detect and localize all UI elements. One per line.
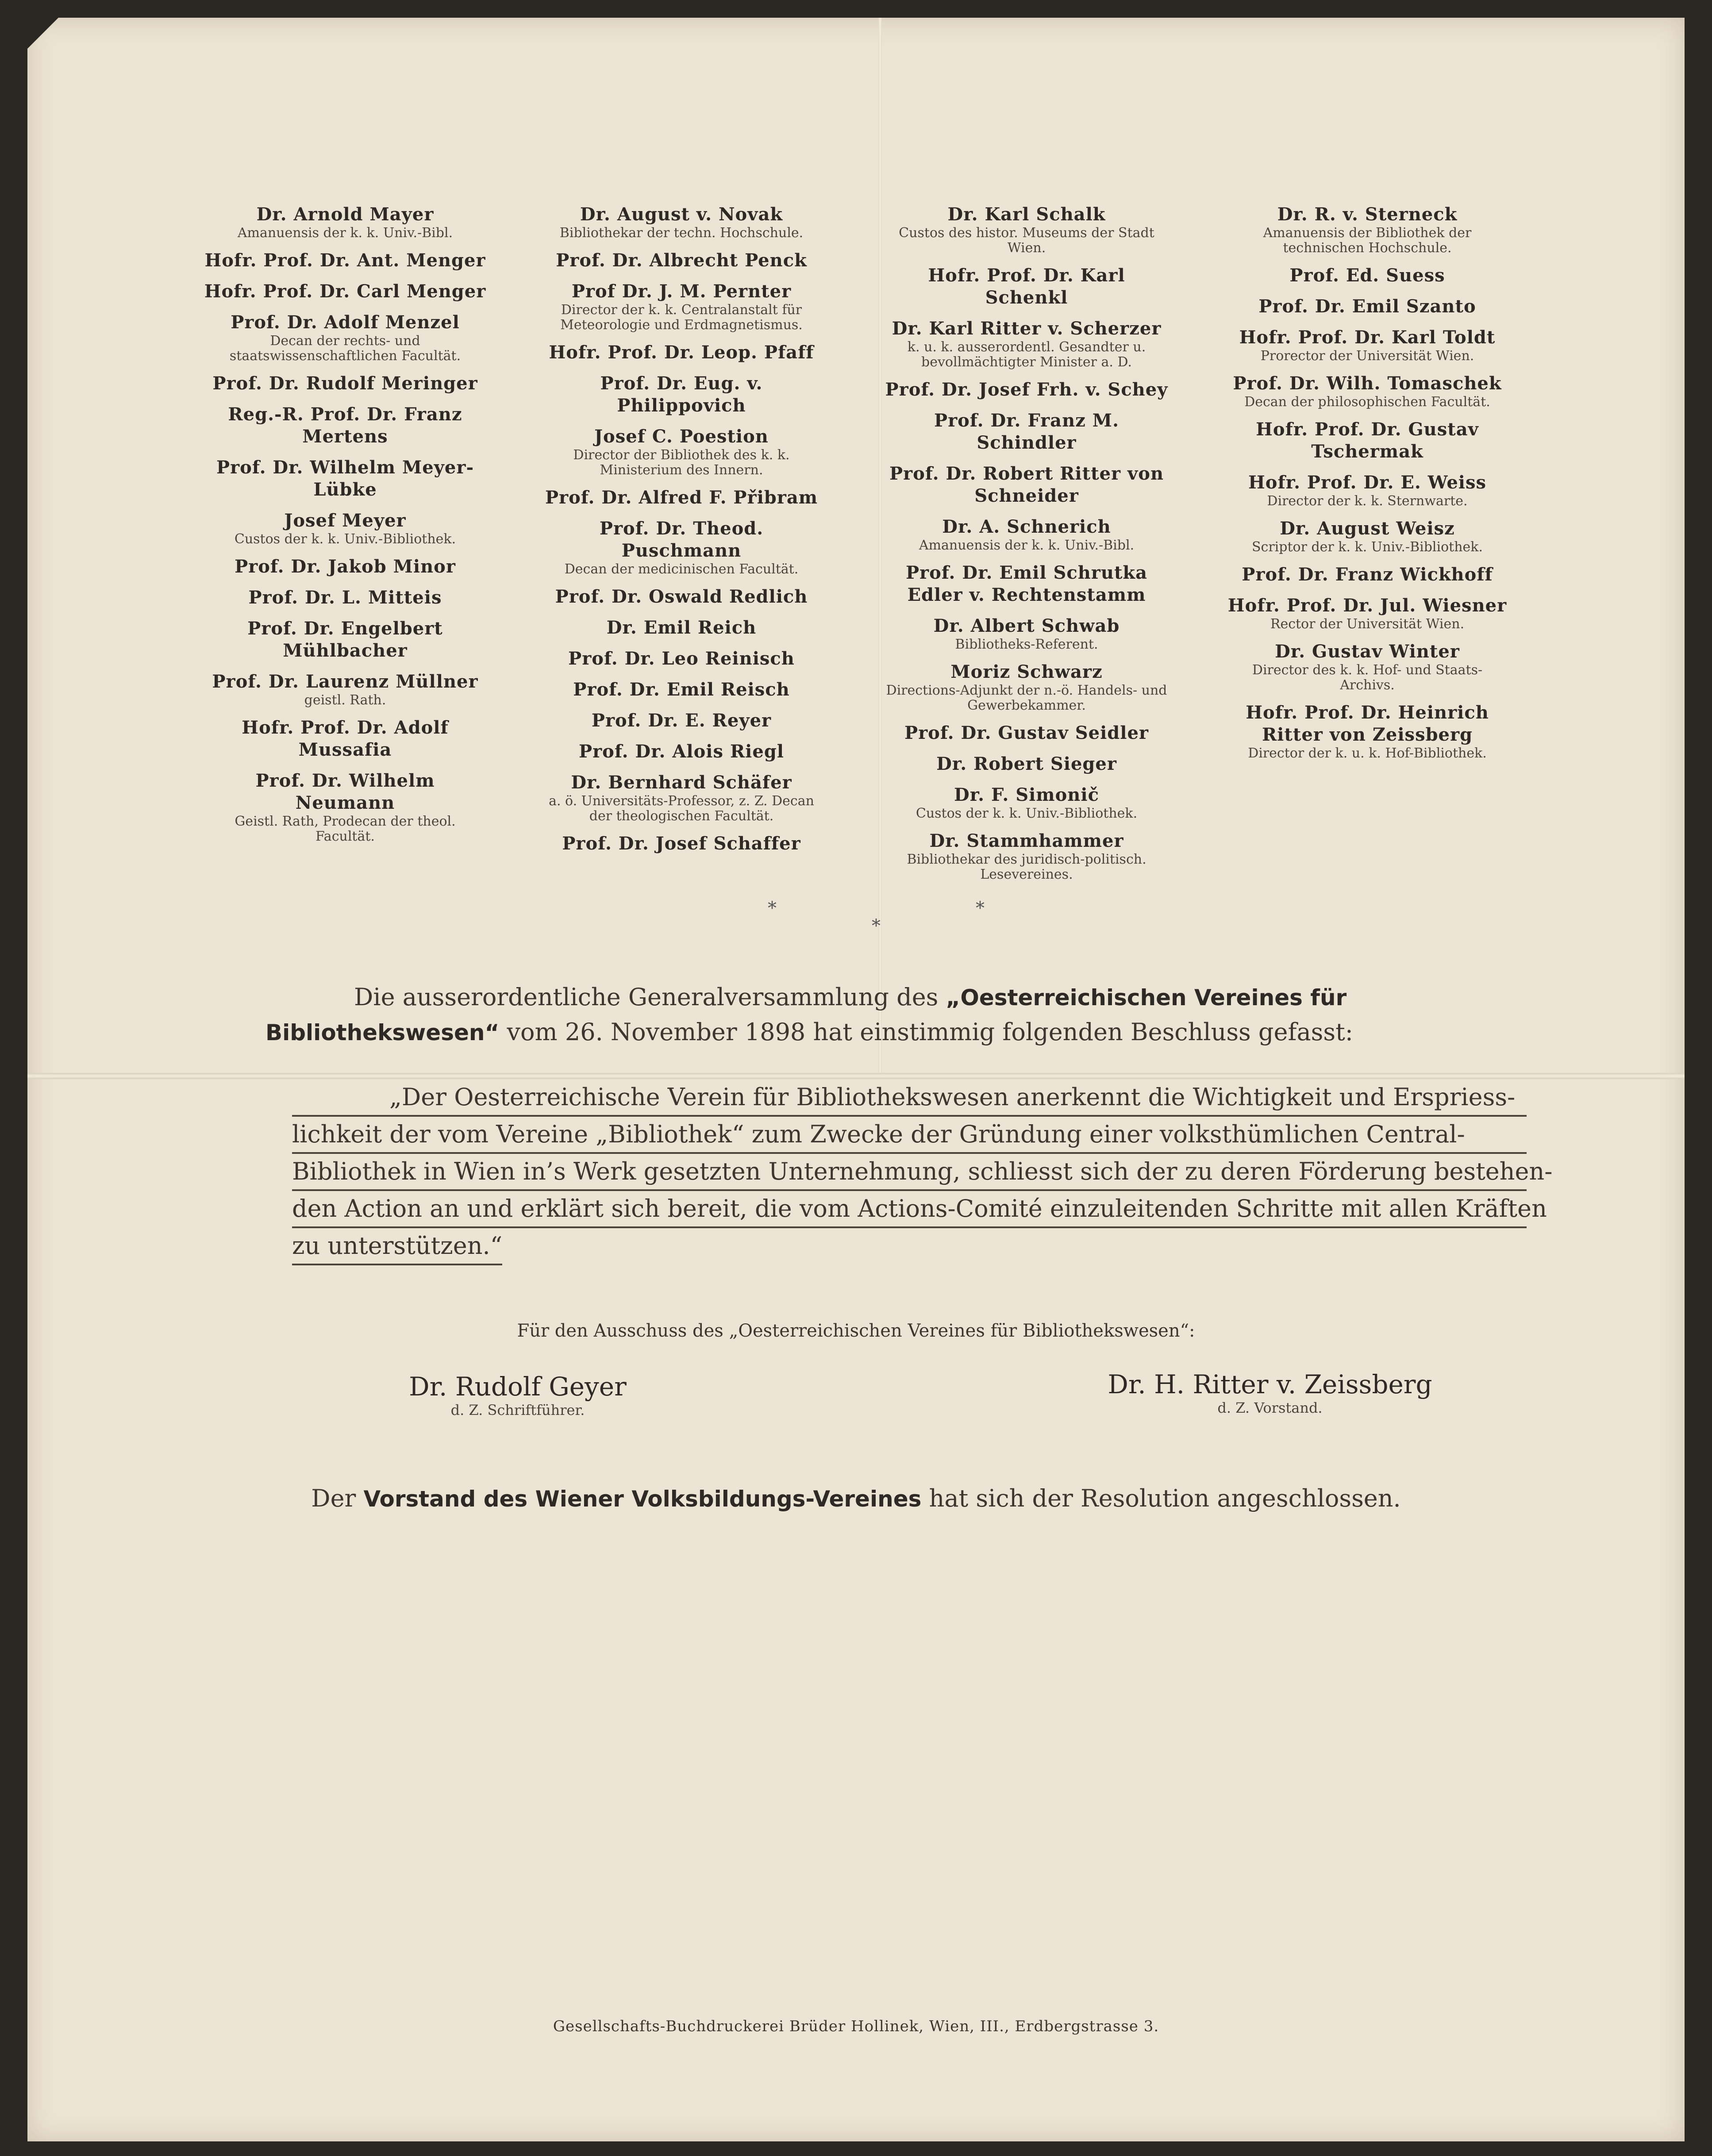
signatory-entry	[1226, 472, 1509, 509]
signatory-entry	[885, 830, 1168, 882]
signatory-name: Hofr. Prof. Dr. Carl Menger	[204, 281, 486, 302]
signatory-entry	[885, 379, 1168, 401]
closing-text: Der	[311, 1484, 364, 1512]
signatory-name: Prof. Dr. Engelbert Mühlbacher	[247, 618, 443, 661]
signatory-entry	[204, 373, 487, 395]
signature-role: d. Z. Schriftführer.	[450, 1402, 585, 1418]
signatory-entry	[540, 250, 823, 272]
signatory-entry	[540, 373, 823, 417]
signatory-name: Prof. Dr. Rudolf Meringer	[212, 373, 478, 394]
signatory-name: Prof. Dr. Adolf Menzel	[231, 312, 460, 333]
intro-text: Die ausserordentliche Generalversammlung des	[354, 983, 946, 1011]
signatory-entry	[540, 648, 823, 670]
signatory-role: Amanuensis der k. k. Univ.-Bibl.	[919, 538, 1135, 553]
signatory-role: Decan der rechts- und staatswissenschaftlichen Facultät.	[229, 333, 461, 364]
signatory-entry	[540, 586, 823, 608]
signature-secretary	[341, 1372, 695, 1418]
signatory-entry	[540, 710, 823, 732]
signatory-role: geistl. Rath.	[304, 692, 386, 708]
signatory-name: Prof. Dr. Robert Ritter von Schneider	[889, 463, 1164, 506]
signatory-name: Dr. Gustav Winter	[1275, 641, 1460, 662]
signatory-role: Custos des histor. Museums der Stadt Wien.	[899, 225, 1154, 256]
signatory-entry	[204, 671, 487, 708]
signatory-name: Dr. Arnold Mayer	[256, 204, 434, 225]
signatory-entry	[885, 516, 1168, 553]
intro-text-end: vom 26. November 1898 hat einstimmig folgenden Beschluss gefasst:	[499, 1018, 1353, 1046]
signatory-name: Dr. Karl Schalk	[947, 204, 1106, 225]
signatory-name: Prof. Dr. Oswald Redlich	[555, 586, 808, 607]
signatory-entry	[204, 556, 487, 578]
signatory-entry	[540, 833, 823, 855]
signatory-entry	[204, 587, 487, 609]
signatory-name: Prof. Dr. Wilh. Tomaschek	[1233, 373, 1502, 394]
signatory-entry	[204, 204, 487, 241]
signatory-entry	[1226, 265, 1509, 287]
signatory-name: Josef Meyer	[284, 510, 406, 531]
signatory-entry	[885, 562, 1168, 606]
signatory-entry	[1226, 296, 1509, 318]
signatory-role: Prorector der Universität Wien.	[1260, 348, 1474, 364]
signatory-entry	[1226, 702, 1509, 761]
signatory-entry	[540, 617, 823, 639]
signatory-name: Dr. Emil Reich	[606, 617, 757, 638]
signatory-role: Director der k. k. Centralanstalt für Meteorologie und Erdmagnetismus.	[560, 302, 803, 333]
signatory-entry	[204, 311, 487, 364]
signatory-name: Hofr. Prof. Dr. Heinrich Ritter von Zeissberg	[1246, 702, 1489, 745]
quote-line: Bibliothek in Wien in’s Werk gesetzten Unternehmung, schliesst sich der zu deren Förderung bestehen-	[292, 1154, 1527, 1191]
signatory-entry	[204, 717, 487, 761]
signatory-name: Dr. R. v. Sterneck	[1277, 204, 1458, 225]
signatory-name: Prof. Dr. Leo Reinisch	[568, 648, 795, 669]
resolution-intro	[265, 980, 1531, 1050]
signatory-entry	[1226, 564, 1509, 586]
signature-role: d. Z. Vorstand.	[1217, 1399, 1323, 1416]
signatory-entry	[540, 204, 823, 241]
signatory-name: Moriz Schwarz	[950, 661, 1103, 682]
signatory-role: Bibliotheks-Referent.	[955, 637, 1098, 652]
signatories-list	[204, 204, 1522, 882]
signatory-name: Prof. Dr. Emil Szanto	[1258, 296, 1476, 317]
signatory-entry	[885, 722, 1168, 744]
signatory-name: Dr. August v. Novak	[580, 204, 783, 225]
signatory-entry	[540, 487, 823, 509]
signatory-name: Dr. Bernhard Schäfer	[571, 772, 792, 793]
signatory-entry	[885, 204, 1168, 256]
signature-chairman	[1066, 1369, 1473, 1416]
signatory-name: Prof. Ed. Suess	[1289, 265, 1445, 286]
closing-text-end: hat sich der Resolution angeschlossen.	[921, 1484, 1401, 1512]
signatory-name: Prof. Dr. L. Mitteis	[248, 587, 442, 608]
signatory-role: k. u. k. ausserordentl. Gesandter u. bevollmächtigter Minister a. D.	[907, 339, 1146, 370]
signatory-name: Prof. Dr. E. Reyer	[591, 710, 772, 731]
signatory-entry	[885, 463, 1168, 507]
signatory-name: Hofr. Prof. Dr. Ant. Menger	[204, 250, 486, 271]
signatory-name: Prof. Dr. Theod. Puschmann	[599, 518, 764, 561]
quote-line: den Action an und erklärt sich bereit, die vom Actions-Comité einzuleitenden Schritte mit allen Kräften	[292, 1191, 1527, 1228]
signatory-entry	[885, 265, 1168, 309]
signatory-entry	[885, 753, 1168, 775]
signatory-entry	[540, 281, 823, 333]
signatory-role: Amanuensis der Bibliothek der technischen Hochschule.	[1263, 225, 1472, 256]
signatory-entry	[885, 784, 1168, 821]
signature-name: Dr. Rudolf Geyer	[409, 1372, 627, 1402]
signatory-name: Prof. Dr. Gustav Seidler	[904, 723, 1149, 743]
signatory-entry	[204, 510, 487, 547]
signatory-name: Prof. Dr. Josef Schaffer	[562, 833, 801, 854]
signatory-role: Geistl. Rath, Prodecan der theol. Facultät.	[235, 814, 456, 844]
signatories-column-1	[204, 204, 487, 853]
separator-asterisk: *	[976, 898, 985, 919]
signatory-role: a. ö. Universitäts-Professor, z. Z. Decan der theologischen Facultät.	[549, 793, 814, 824]
signatories-column-3	[885, 204, 1168, 891]
signatory-entry	[1226, 419, 1509, 463]
signatory-role: Custos der k. k. Univ.-Bibliothek.	[234, 531, 456, 547]
signatories-column-2	[540, 204, 823, 864]
signatory-name: Prof. Dr. Emil Schrutka Edler v. Rechtenstamm	[905, 562, 1148, 605]
signatory-entry	[204, 457, 487, 501]
signatory-role: Director der k. k. Sternwarte.	[1267, 493, 1468, 509]
signatory-entry	[1226, 518, 1509, 555]
signatory-role: Directions-Adjunkt der n.-ö. Handels- und Gewerbekammer.	[886, 683, 1167, 713]
signatory-name: Hofr. Prof. Dr. E. Weiss	[1248, 472, 1487, 493]
signatory-name: Prof. Dr. Alois Riegl	[578, 741, 784, 762]
signatory-name: Hofr. Prof. Dr. Karl Schenkl	[928, 265, 1125, 308]
signatory-name: Dr. Robert Sieger	[936, 753, 1117, 774]
signatory-name: Josef C. Poestion	[594, 426, 769, 447]
signatory-name: Prof. Dr. Wilhelm Neumann	[255, 770, 435, 813]
signatory-entry	[204, 404, 487, 448]
signatory-name: Prof. Dr. Laurenz Müllner	[212, 671, 478, 692]
signatory-role: Rector der Universität Wien.	[1270, 616, 1465, 632]
signatory-name: Hofr. Prof. Dr. Jul. Wiesner	[1227, 595, 1507, 616]
signatory-role: Custos der k. k. Univ.-Bibliothek.	[916, 806, 1138, 821]
signatory-entry	[540, 518, 823, 577]
signatory-entry	[204, 250, 487, 272]
signatory-role: Bibliothekar des juridisch-politisch. Lesevereines.	[907, 852, 1146, 882]
signatory-entry	[204, 770, 487, 844]
signatory-entry	[1226, 641, 1509, 693]
signatory-role: Director des k. k. Hof- und Staats-Archivs.	[1252, 662, 1483, 693]
signatory-entry	[540, 679, 823, 701]
signatory-name: Prof. Dr. Emil Reisch	[573, 679, 790, 700]
signatory-name: Prof. Dr. Franz Wickhoff	[1242, 564, 1493, 585]
signatory-role: Amanuensis der k. k. Univ.-Bibl.	[237, 225, 453, 241]
signatories-column-4	[1226, 204, 1509, 770]
society-name: „Oesterreichischen Vereines für Bibliothekswesen“	[265, 985, 1347, 1045]
signatory-role: Decan der philosophischen Facultät.	[1244, 394, 1490, 410]
printer-imprint: Gesellschafts-Buchdruckerei Brüder Hollinek, Wien, III., Erdbergstrasse 3.	[553, 2018, 1159, 2035]
signatory-name: Dr. Karl Ritter v. Scherzer	[892, 318, 1162, 339]
signatory-name: Dr. Stammhammer	[929, 830, 1124, 851]
signatory-name: Reg.-R. Prof. Dr. Franz Mertens	[228, 404, 462, 447]
signatory-name: Prof. Dr. Eug. v. Philippovich	[600, 373, 763, 416]
closing-statement	[0, 1484, 1712, 1512]
signatory-role: Decan der medicinischen Facultät.	[564, 561, 799, 577]
signatory-entry	[540, 772, 823, 824]
signatory-role: Bibliothekar der techn. Hochschule.	[559, 225, 804, 241]
signatory-entry	[885, 661, 1168, 713]
signatory-name: Prof Dr. J. M. Pernter	[571, 281, 792, 302]
signature-name: Dr. H. Ritter v. Zeissberg	[1108, 1369, 1432, 1399]
signatory-name: Hofr. Prof. Dr. Karl Toldt	[1239, 327, 1496, 348]
signatory-entry	[1226, 595, 1509, 632]
quote-line: lichkeit der vom Vereine „Bibliothek“ zum Zwecke der Gründung einer volksthümlichen Central-	[292, 1117, 1527, 1154]
signatory-entry	[1226, 327, 1509, 364]
signatory-name: Dr. August Weisz	[1280, 518, 1455, 539]
signatory-name: Prof. Dr. Franz M. Schindler	[934, 410, 1120, 453]
signatory-role: Director der Bibliothek des k. k. Ministerium des Innern.	[573, 447, 790, 478]
signature-intro: Für den Ausschuss des „Oesterreichischen Vereines für Bibliothekswesen“:	[517, 1321, 1195, 1341]
dog-ear-corner	[27, 18, 58, 49]
signatory-entry	[204, 618, 487, 662]
signatory-entry	[540, 741, 823, 763]
signatory-name: Prof. Dr. Josef Frh. v. Schey	[885, 379, 1168, 400]
signatory-entry	[540, 342, 823, 364]
signatory-role: Director der k. u. k. Hof-Bibliothek.	[1248, 746, 1487, 761]
quote-line: zu unterstützen.“	[292, 1228, 502, 1265]
quote-line: „Der Oesterreichische Verein für Bibliothekswesen anerkennt die Wichtigkeit und Erspriess-	[292, 1080, 1527, 1117]
signatory-entry	[885, 615, 1168, 652]
signatory-role: Scriptor der k. k. Univ.-Bibliothek.	[1251, 539, 1483, 555]
horizontal-fold	[27, 1073, 1685, 1079]
signatory-name: Hofr. Prof. Dr. Gustav Tschermak	[1256, 419, 1479, 462]
signatory-entry	[885, 410, 1168, 454]
signatory-name: Prof. Dr. Jakob Minor	[235, 556, 456, 577]
closing-board: Vorstand des Wiener Volksbildungs-Vereines	[363, 1486, 922, 1512]
resolution-quote	[292, 1080, 1553, 1265]
separator-asterisk: *	[768, 898, 777, 919]
signatory-name: Hofr. Prof. Dr. Leop. Pfaff	[549, 342, 814, 363]
signatory-entry	[1226, 204, 1509, 256]
signatory-name: Dr. F. Simonič	[954, 784, 1099, 805]
signatory-entry	[540, 426, 823, 478]
signatory-name: Dr. Albert Schwab	[933, 615, 1120, 636]
signatory-name: Hofr. Prof. Dr. Adolf Mussafia	[242, 717, 449, 760]
signatory-name: Prof. Dr. Alfred F. Přibram	[545, 487, 818, 508]
signatory-name: Prof. Dr. Wilhelm Meyer-Lübke	[216, 457, 474, 500]
signatory-name: Prof. Dr. Albrecht Penck	[556, 250, 807, 271]
signatory-entry	[885, 318, 1168, 370]
signatory-name: Dr. A. Schnerich	[942, 516, 1111, 537]
signatory-entry	[1226, 373, 1509, 410]
signatory-entry	[204, 281, 487, 303]
separator-asterisk: *	[872, 916, 881, 936]
